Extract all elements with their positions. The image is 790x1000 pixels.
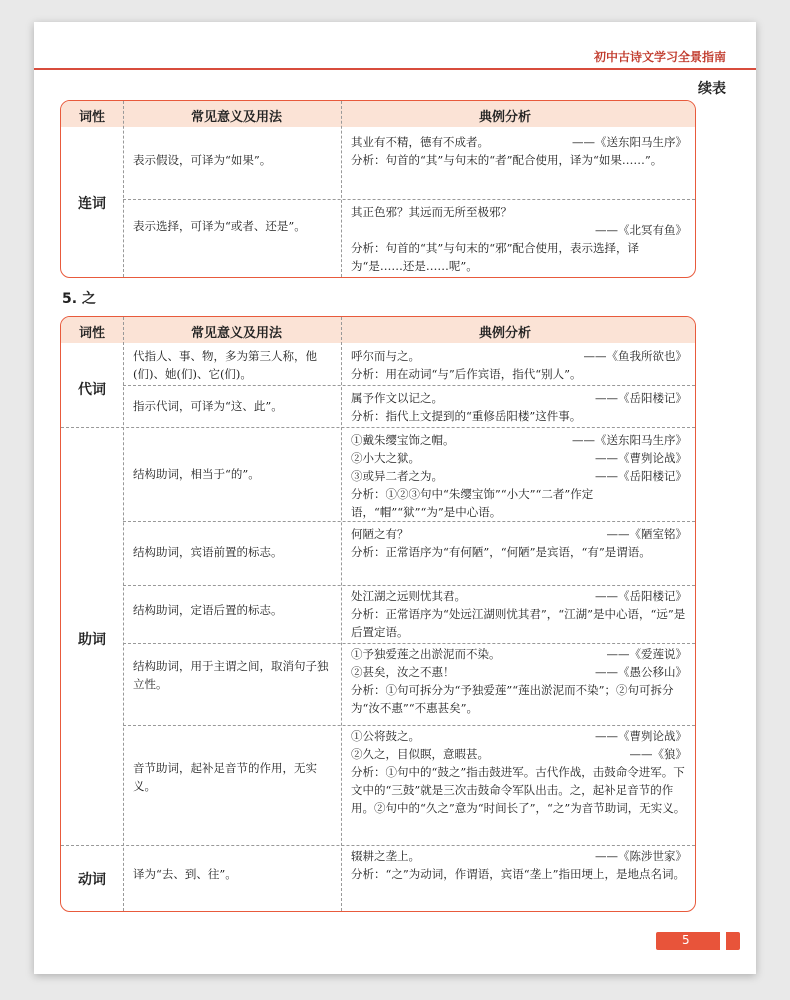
example-cell	[351, 847, 687, 883]
usage-cell: 结构助词，定语后置的标志。	[133, 603, 283, 617]
table-header	[61, 317, 695, 343]
example-quote: ③或异二者之为。	[351, 469, 443, 483]
example-analysis: 分析：①句可拆分为“予独爱莲”“莲出淤泥而不染”；②句可拆分为“汝不惠”“不惠甚矣”。	[351, 683, 674, 715]
header-pos: 词性	[79, 326, 106, 341]
example-analysis: 分析：正常语序为“处远江湖则忧其君”，“江湖”是中心语，“远”是后置定语。	[351, 607, 686, 639]
example-cell	[351, 133, 687, 169]
usage-cell: 代指人、事、物，多为第三人称，他(们)、她(们)、它(们)。	[133, 349, 317, 381]
example-analysis: 分析：正常语序为“有何陋”，“何陋”是宾语，“有”是谓语。	[351, 545, 651, 559]
example-quote: ①公将鼓之。	[351, 729, 420, 743]
section-title: 5. 之	[62, 291, 96, 307]
header-example: 典例分析	[479, 110, 532, 125]
example-source: ——《曹刿论战》	[595, 451, 687, 465]
tab-notch	[720, 932, 726, 950]
pos-label: 助词	[78, 632, 106, 648]
example-cell	[351, 727, 687, 817]
example-quote: 处江湖之远则忧其君。	[351, 589, 466, 603]
running-header: 初中古诗文学习全景指南	[593, 50, 726, 64]
header-usage: 常见意义及用法	[191, 110, 283, 125]
pos-label: 代词	[78, 382, 106, 398]
header-pos: 词性	[79, 110, 106, 125]
example-quote: ①予独爱莲之出淤泥而不染。	[351, 647, 501, 661]
example-source: ——《岳阳楼记》	[595, 469, 687, 483]
example-analysis: 分析：“之”为动词，作谓语，宾语“垄上”指田埂上，是地点名词。	[351, 867, 686, 881]
example-source: ——《鱼我所欲也》	[583, 349, 687, 363]
usage-cell: 译为“去、到、往”。	[133, 867, 237, 881]
continued-label: 续表	[698, 81, 726, 97]
usage-cell: 音节助词，起补足音节的作用，无实义。	[133, 761, 317, 793]
example-quote: 其正色邪？其远而无所至极邪？	[351, 205, 512, 219]
page-number: 5	[682, 933, 690, 947]
example-quote: ②甚矣，汝之不惠！	[351, 665, 455, 679]
pos-label: 动词	[78, 872, 106, 888]
example-source: ——《爱莲说》	[606, 647, 687, 661]
example-quote: 何陋之有？	[351, 527, 409, 541]
example-cell	[351, 525, 687, 561]
example-quote: ②久之，目似瞑，意暇甚。	[351, 747, 489, 761]
example-source: ——《陋室铭》	[606, 527, 687, 541]
example-cell	[351, 645, 687, 717]
example-cell	[351, 203, 687, 275]
usage-cell: 结构助词，宾语前置的标志。	[133, 545, 283, 559]
header-usage: 常见意义及用法	[191, 326, 283, 341]
pos-label: 连词	[78, 196, 106, 212]
example-analysis: 分析：①②③句中“朱缨宝饰”“小大”“二者”作定语，“帽”“狱”“为”是中心语。	[351, 487, 594, 519]
example-quote: 辍耕之垄上。	[351, 849, 420, 863]
example-source: ——《愚公移山》	[595, 665, 687, 679]
table-conjunction	[60, 100, 696, 278]
page-number-tab	[656, 932, 740, 950]
usage-cell: 指示代词，可译为“这、此”。	[133, 399, 283, 413]
example-quote: 其业有不精，德有不成者。	[351, 135, 489, 149]
example-source: ——《狼》	[629, 747, 687, 761]
example-quote: 属予作文以记之。	[351, 391, 443, 405]
example-source: ——《曹刿论战》	[595, 729, 687, 743]
usage-cell: 结构助词，相当于“的”。	[133, 467, 260, 481]
example-source: ——《送东阳马生序》	[572, 135, 687, 149]
example-quote: 呼尔而与之。	[351, 349, 420, 363]
table-header	[61, 101, 695, 127]
example-source: ——《岳阳楼记》	[595, 391, 687, 405]
example-quote: ②小大之狱。	[351, 451, 420, 465]
example-analysis: 分析：指代上文提到的“重修岳阳楼”这件事。	[351, 409, 582, 423]
header-example: 典例分析	[479, 326, 532, 341]
usage-cell: 结构助词，用于主谓之间，取消句子独立性。	[133, 659, 329, 691]
example-cell	[351, 389, 687, 425]
example-cell	[351, 587, 687, 641]
example-analysis: 分析：①句中的“鼓之”指击鼓进军。古代作战，击鼓命令进军。下文中的“三鼓”就是三次击鼓命令军队出击。之，起补足音节的作用。②句中的“久之”意为“时间长了”，“之”为音节助词，无实义。	[351, 765, 686, 815]
usage-cell: 表示假设，可译为“如果”。	[133, 153, 272, 167]
example-source: ——《送东阳马生序》	[572, 433, 687, 447]
usage-cell: 表示选择，可译为“或者、还是”。	[133, 219, 306, 233]
example-cell	[351, 431, 687, 521]
example-source: ——《岳阳楼记》	[595, 589, 687, 603]
example-quote: ①戴朱缨宝饰之帽。	[351, 433, 455, 447]
example-analysis: 分析：句首的“其”与句末的“者”配合使用，译为“如果……”。	[351, 153, 663, 167]
example-analysis: 分析：用在动词“与”后作宾语，指代“别人”。	[351, 367, 582, 381]
example-source: ——《陈涉世家》	[595, 849, 687, 863]
example-cell	[351, 347, 687, 383]
table-zhi	[60, 316, 696, 912]
header-rule	[34, 68, 756, 70]
example-analysis: 分析：句首的“其”与句末的“邪”配合使用，表示选择，译为“是……还是……呢”。	[351, 241, 640, 273]
example-source: ——《北冥有鱼》	[595, 223, 687, 237]
